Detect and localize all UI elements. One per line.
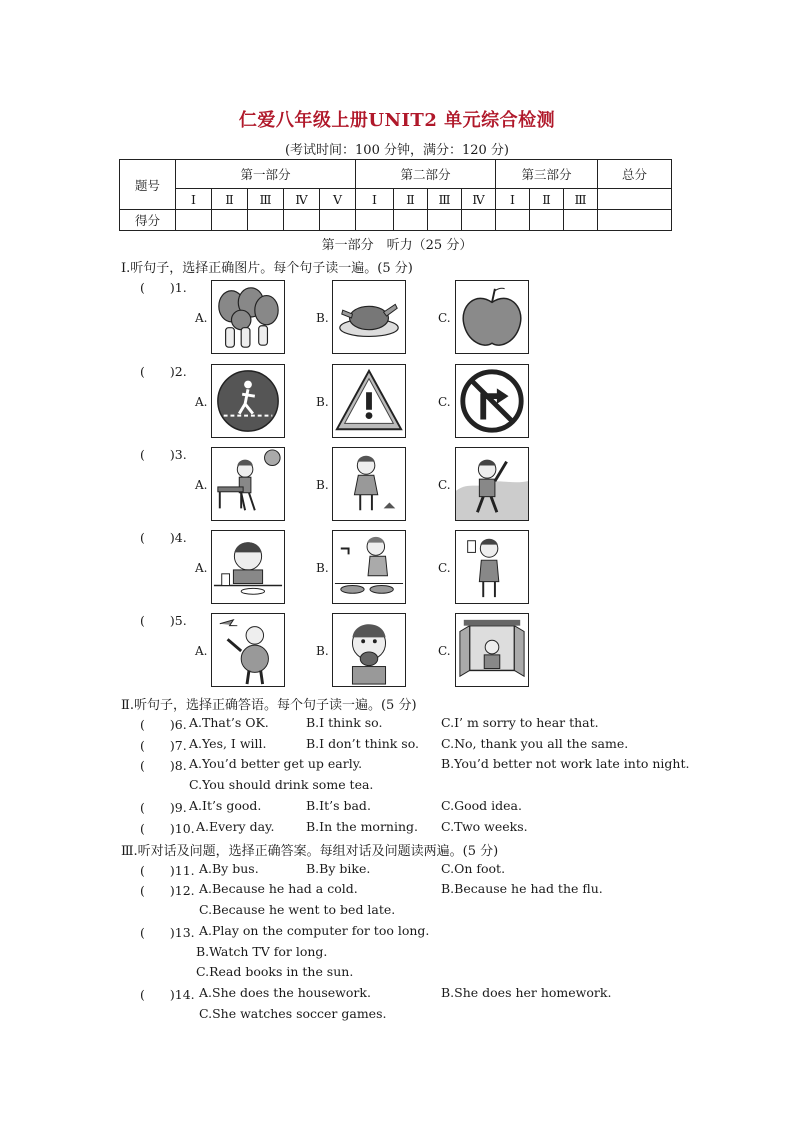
score-cell[interactable]	[394, 210, 428, 231]
question-number[interactable]: ( )11.	[140, 863, 195, 878]
score-cell[interactable]	[598, 210, 672, 231]
option-b[interactable]: B.I think so.	[306, 715, 383, 730]
question-number[interactable]: ( )12.	[140, 883, 195, 898]
option-a[interactable]: A.That’s OK.	[189, 715, 269, 730]
boy-eating-picture[interactable]	[332, 613, 406, 687]
score-cell[interactable]	[428, 210, 462, 231]
option-c[interactable]: C.No, thank you all the same.	[441, 736, 629, 751]
question-number[interactable]: ( )1.	[140, 280, 187, 295]
warning-sign[interactable]	[332, 364, 406, 438]
boy-at-table-picture[interactable]	[211, 530, 285, 604]
part1-header: 第一部分	[176, 160, 356, 189]
col-header: Ⅲ	[564, 189, 598, 210]
col-header: Ⅲ	[248, 189, 284, 210]
col-header: Ⅱ	[530, 189, 564, 210]
section1-heading: Ⅰ.听句子，选择正确图片。每个句子读一遍。(5 分)	[121, 261, 413, 276]
score-cell[interactable]	[496, 210, 530, 231]
col-header: Ⅱ	[212, 189, 248, 210]
question-number[interactable]: ( )14.	[140, 987, 195, 1002]
option-b[interactable]: B.Because he had the flu.	[441, 881, 603, 896]
option-a[interactable]: A.Yes, I will.	[189, 736, 267, 751]
option-c[interactable]: C.On foot.	[441, 861, 506, 876]
col-header: Ⅰ	[176, 189, 212, 210]
question-number[interactable]: ( )8.	[140, 758, 187, 773]
option-b[interactable]: B.By bike.	[306, 861, 371, 876]
col-header: Ⅱ	[394, 189, 428, 210]
question-number[interactable]: ( )2.	[140, 364, 187, 379]
washing-hands-picture[interactable]	[332, 530, 406, 604]
drinking-water-picture[interactable]	[455, 530, 529, 604]
option-label: C.	[438, 644, 451, 658]
score-cell[interactable]	[564, 210, 598, 231]
page-title: 仁爱八年级上册UNIT2 单元综合检测	[238, 110, 556, 131]
col-header: Ⅳ	[462, 189, 496, 210]
option-a[interactable]: A.She does the housework.	[199, 985, 371, 1000]
vegetables-picture[interactable]	[211, 280, 285, 354]
question-number[interactable]: ( )7.	[140, 738, 187, 753]
score-cell[interactable]	[176, 210, 212, 231]
col-header: Ⅳ	[284, 189, 320, 210]
question-number[interactable]: ( )10.	[140, 821, 195, 836]
option-label: C.	[438, 311, 451, 325]
option-b[interactable]: B.It’s bad.	[306, 798, 371, 813]
girl-on-bench-picture[interactable]	[211, 447, 285, 521]
score-cell[interactable]	[530, 210, 564, 231]
option-b[interactable]: B.I don’t think so.	[306, 736, 419, 751]
question-number[interactable]: ( )5.	[140, 613, 187, 628]
boy-waving-picture[interactable]	[455, 447, 529, 521]
option-c[interactable]: C.Good idea.	[441, 798, 522, 813]
question-number[interactable]: ( )4.	[140, 530, 187, 545]
option-b[interactable]: B.In the morning.	[306, 819, 418, 834]
col-header: Ⅴ	[320, 189, 356, 210]
option-label: C.	[438, 395, 451, 409]
score-cell[interactable]	[284, 210, 320, 231]
score-cell[interactable]	[462, 210, 496, 231]
option-label: C.	[438, 478, 451, 492]
option-b[interactable]: B.You’d better not work late into night.	[441, 756, 690, 771]
option-label: C.	[438, 561, 451, 575]
option-c[interactable]: C.You should drink some tea.	[189, 777, 374, 792]
option-a[interactable]: A.Because he had a cold.	[199, 881, 358, 896]
score-cell[interactable]	[248, 210, 284, 231]
col-header: Ⅲ	[428, 189, 462, 210]
total-header: 总分	[598, 160, 672, 189]
section2-heading: Ⅱ.听句子，选择正确答语。每个句子读一遍。(5 分)	[121, 698, 417, 713]
option-label: B.	[316, 644, 329, 658]
option-label: A.	[195, 644, 208, 658]
roast-chicken-picture[interactable]	[332, 280, 406, 354]
girl-standing-picture[interactable]	[332, 447, 406, 521]
option-c[interactable]: C.Two weeks.	[441, 819, 528, 834]
option-c[interactable]: C.I’ m sorry to hear that.	[441, 715, 599, 730]
part3-header: 第三部分	[496, 160, 598, 189]
score-label: 得分	[120, 210, 176, 231]
question-number[interactable]: ( )9.	[140, 800, 187, 815]
option-c[interactable]: C.Because he went to bed late.	[199, 902, 396, 917]
option-b[interactable]: B.She does her homework.	[441, 985, 612, 1000]
score-cell[interactable]	[212, 210, 248, 231]
score-cell[interactable]	[320, 210, 356, 231]
option-label: B.	[316, 478, 329, 492]
option-a[interactable]: A.You’d better get up early.	[189, 756, 363, 771]
option-label: B.	[316, 311, 329, 325]
option-c[interactable]: C.Read books in the sun.	[196, 964, 354, 979]
col-header: Ⅰ	[356, 189, 394, 210]
section-header: 第一部分 听力（25 分）	[321, 238, 473, 253]
section3-heading: Ⅲ.听对话及问题，选择正确答案。每组对话及问题读两遍。(5 分)	[121, 844, 499, 859]
window-picture[interactable]	[455, 613, 529, 687]
col-header: Ⅰ	[496, 189, 530, 210]
option-label: B.	[316, 395, 329, 409]
part2-header: 第二部分	[356, 160, 496, 189]
option-label: A.	[195, 478, 208, 492]
score-cell[interactable]	[356, 210, 394, 231]
option-b[interactable]: B.Watch TV for long.	[196, 944, 328, 959]
option-label: A.	[195, 561, 208, 575]
pedestrian-crossing-sign[interactable]	[211, 364, 285, 438]
option-c[interactable]: C.She watches soccer games.	[199, 1006, 387, 1021]
option-label: A.	[195, 395, 208, 409]
row-head: 题号	[120, 160, 176, 210]
option-a[interactable]: A.Every day.	[196, 819, 275, 834]
score-cell[interactable]	[598, 189, 672, 210]
option-a[interactable]: A.It’s good.	[189, 798, 262, 813]
apple-picture[interactable]	[455, 280, 529, 354]
option-label: A.	[195, 311, 208, 325]
score-table	[119, 159, 672, 231]
man-with-bird-picture[interactable]	[211, 613, 285, 687]
option-a[interactable]: A.By bus.	[199, 861, 259, 876]
no-right-turn-sign[interactable]	[455, 364, 529, 438]
question-number[interactable]: ( )6.	[140, 717, 187, 732]
option-label: B.	[316, 561, 329, 575]
option-a[interactable]: A.Play on the computer for too long.	[199, 923, 430, 938]
question-number[interactable]: ( )13.	[140, 925, 195, 940]
exam-info: (考试时间：100 分钟，满分：120 分)	[284, 143, 510, 158]
question-number[interactable]: ( )3.	[140, 447, 187, 462]
